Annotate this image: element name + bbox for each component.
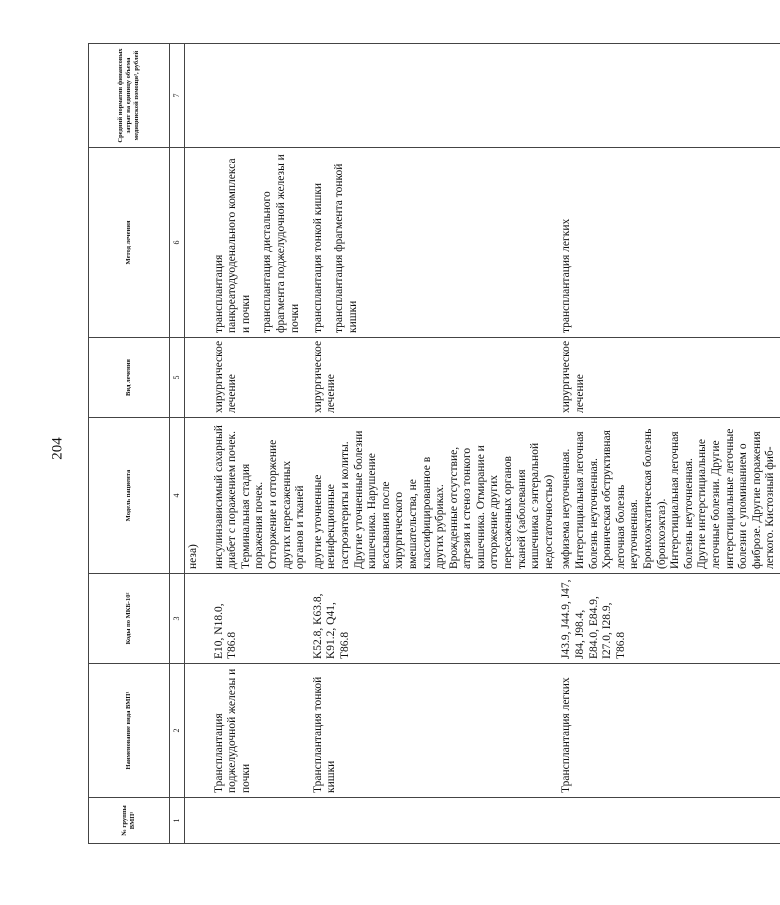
- row-codes: E10, N18.0, T86.8: [211, 574, 310, 664]
- row-methods: [310, 148, 559, 338]
- header-name: Наименование вида ВМП¹: [89, 664, 170, 798]
- method-item: трансплантация панкреатодуоденального комплекса и почки: [212, 158, 252, 333]
- vmp-table: [88, 43, 780, 844]
- row-methods: [211, 148, 310, 338]
- row-name: Трансплантация легких: [558, 664, 780, 798]
- header-group: № группы ВМП¹: [89, 798, 170, 844]
- column-number: 2: [170, 664, 185, 798]
- row-kind: хирургическое лечение: [558, 338, 780, 418]
- column-number: 5: [170, 338, 185, 418]
- table-container: [88, 44, 777, 844]
- row-codes: J43.9, J44.9, J47, J84, J98.4, E84.0, E84.9, I27.0, I28.9, T86.8: [558, 574, 780, 664]
- column-number: 4: [170, 418, 185, 574]
- method-item: трансплантация фрагмента тонкой кишки: [333, 163, 359, 333]
- rotated-table: [88, 44, 777, 844]
- row-name: Трансплантация тонкой кишки: [310, 664, 559, 798]
- continuation-row: [184, 44, 211, 844]
- row-group: [310, 798, 559, 844]
- column-number: 1: [170, 798, 185, 844]
- row-codes: K52.8, K63.8, K91.2, Q41, T86.8: [310, 574, 559, 664]
- table-row: [211, 44, 310, 844]
- column-number-row: [170, 44, 185, 844]
- row-model: эмфизема неуточненная. Интерстициальная легочная болезнь неуточненная. Хроническая обструктивная легочная болезнь неуточненная. Бронхоэктатическая болезнь (бронхоэктаз). Интерстициальная легочная болезнь неуточненная. Другие интерстициальные легочные болезни. Другие интерстициальные легочные болезни с упоминанием о фиброзе. Другие поражения легкого. Кистозный фиб-: [558, 418, 780, 574]
- row-cost: [310, 44, 559, 148]
- continuation-text: неза): [184, 418, 211, 574]
- row-model: инсулинзависимый сахарный диабет с поражением почек. Терминальная стадия поражения почек. Отторжение и отторжение других пересаженных органов и тканей: [211, 418, 310, 574]
- column-number: 3: [170, 574, 185, 664]
- header-codes: Коды по МКБ-10²: [89, 574, 170, 664]
- row-kind: хирургическое лечение: [211, 338, 310, 418]
- header-method: Метод лечения: [89, 148, 170, 338]
- header-kind: Вид лечения: [89, 338, 170, 418]
- method-item: трансплантация легких: [560, 218, 573, 333]
- row-model: другие уточненные неинфекционные гастроэнтериты и колиты. Другие уточненные болезни кишечника. Нарушение всасывания после хирургического вмешательства, не классифицированное в других рубриках. Врожденные отсутствие, атрезия и стеноз тонкого кишечника. Отмирание и отторжение других пересаженных органов тканей (заболевания кишечника с энтеральной недостаточностью): [310, 418, 559, 574]
- row-kind: хирургическое лечение: [310, 338, 559, 418]
- method-item: трансплантация тонкой кишки: [311, 182, 324, 333]
- method-item: трансплантация дистального фрагмента поджелудочной железы и почки: [261, 154, 301, 333]
- page-number: 204: [49, 437, 66, 460]
- header-cost: Средний норматив финансовых затрат на единицу объема медицинской помощи³, рублей: [89, 44, 170, 148]
- header-row: [89, 44, 170, 844]
- row-cost: [558, 44, 780, 148]
- row-methods: [558, 148, 780, 338]
- column-number: 6: [170, 148, 185, 338]
- row-group: [558, 798, 780, 844]
- table-row: [310, 44, 559, 844]
- table-row: [558, 44, 780, 844]
- header-model: Модель пациента: [89, 418, 170, 574]
- column-number: 7: [170, 44, 185, 148]
- row-cost: [211, 44, 310, 148]
- row-group: [211, 798, 310, 844]
- row-name: Трансплантация поджелудочной железы и почки: [211, 664, 310, 798]
